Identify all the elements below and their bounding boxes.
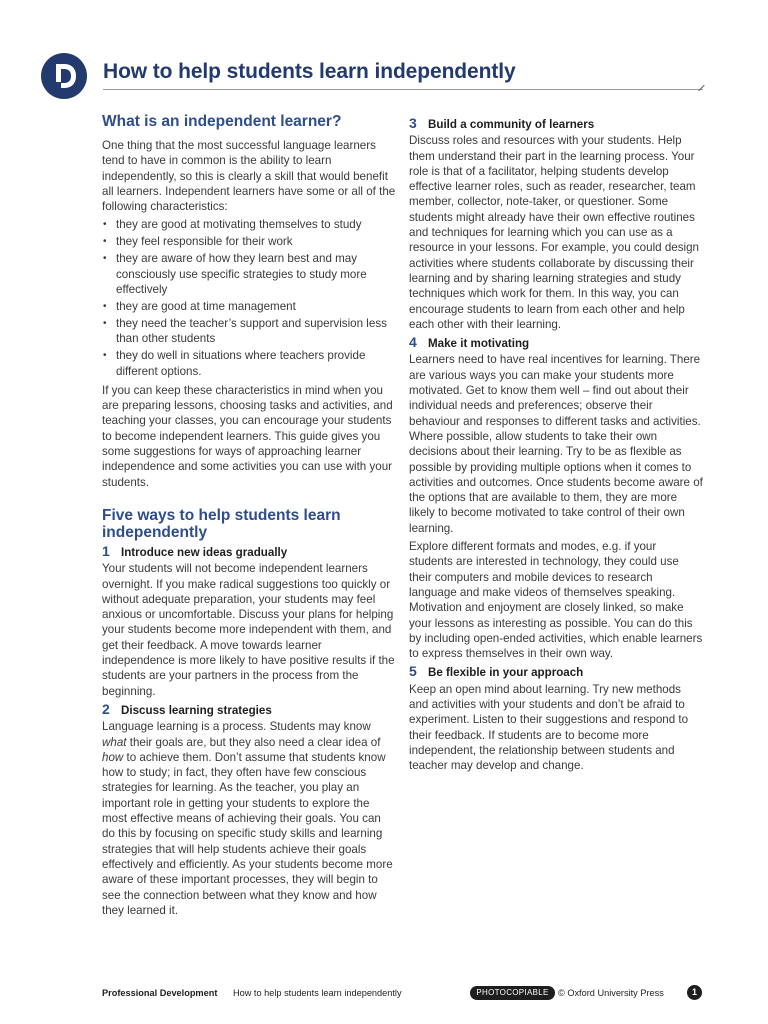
copyright-text: © Oxford University Press (558, 988, 664, 998)
subsection-title: Discuss learning strategies (121, 703, 272, 717)
emphasis-what: what (102, 735, 127, 749)
subsection-body-2: Language learning is a process. Students may know what their goals are, but they also need a clear idea of how to achieve them. Don’t assume that students know how to study; in fact, they often have few conscious strategies for learning. As the teacher, you play an important role in getting your students to explore the most effective means of achieving their goals. You can do this by focusing on specific study skills and learning strategies that will help students achieve their goals effectively and efficiently. As your students become more aware of these important processes, they will begin to see the connection between what they know and how they learned it. (102, 720, 393, 917)
section-heading-five-ways: Five ways to help students learn independently (102, 506, 341, 542)
subsection-heading-5 (409, 664, 703, 680)
characteristics-followup-paragraph: If you can keep these characteristics in mind when you are preparing lessons, choosing tasks and activities, and teaching your classes, you can encourage your students to become independent learners. This guide gives you some suggestions for ways of approaching learner independence and some activities you can use with your students. (102, 383, 393, 489)
subsection-heading-1 (102, 544, 396, 560)
list-item: • they feel responsible for their work (102, 234, 396, 249)
subsection-title: Be flexible in your approach (428, 666, 584, 680)
list-item: • they are good at motivating themselves to study (102, 217, 396, 232)
photocopiable-badge: PHOTOCOPIABLE (470, 986, 555, 1000)
subsection-body-1: Your students will not become independent learners overnight. If you make radical suggestions too quickly or without adequate preparation, your students may feel anxious or uncomfortable. Discuss your plans for helping your students become more independent with them, and get their feedback. A move towards learner independence is more likely to have positive results if the students are your partners in the process from the beginning. (102, 562, 395, 698)
subsection-number: 5 (409, 663, 417, 680)
subsection-body-4b: Explore different formats and modes, e.g. if your students are interested in technology, they could use their computers and mobile devices to research language and make videos of themselves speaking. Motivation and enjoyment are closely linked, so make your lessons as interesting as possible. You can do this by including open-ended activities, which enable learners to express themselves in their own way. (409, 540, 703, 661)
subsection-heading-3 (409, 116, 703, 132)
page-footer (102, 986, 702, 1000)
right-column (409, 116, 703, 776)
list-item: • they are aware of how they learn best and may consciously use specific strategies to study more effectively (102, 251, 396, 297)
subsection-heading-2 (102, 702, 396, 718)
subsection-body-3: Discuss roles and resources with your students. Help them understand their part in the learning process. Your role is that of a facilitator, helping students develop effective learner roles, such as reader, researcher, team member, collector, note-taker, or questioner. Some students might already have their own effective routines and techniques for learning which you can use as a resource in your lessons. For example, you could design activities where students collaborate by discussing their learning and by sharing learning strategies and study techniques which work for them. In this way, you can encourage students to learn from each other and help each other with their learning. (409, 134, 699, 331)
list-item: • they need the teacher’s support and supervision less than other students (102, 316, 396, 347)
list-item: • they are good at time management (102, 299, 396, 314)
subsection-heading-4 (409, 335, 703, 351)
subsection-title: Build a community of learners (428, 118, 595, 131)
emphasis-how: how (102, 750, 124, 764)
oxford-d-logo-icon (41, 53, 87, 99)
subsection-body-4a: Learners need to have real incentives for learning. There are various ways you can make your students more motivated. Get to know them well – find out about their individual needs and preferences; observe their behaviour and responses to different tasks and activities. Where possible, allow students to take their own decisions about their learning. Try to be as flexible as possible by providing multiple options when it comes to activities and outcomes. Once students become aware of the options that are available to them, they are more likely to become motivated to take control of their own learning. (409, 353, 703, 535)
subsection-number: 1 (102, 542, 110, 559)
footer-series-label: Professional Development (102, 988, 218, 998)
subsection-number: 3 (409, 115, 417, 131)
list-item: • they do well in situations where teachers provide different options. (102, 348, 396, 379)
subsection-title: Introduce new ideas gradually (121, 545, 288, 559)
footer-title: How to help students learn independently (233, 988, 402, 998)
divider-tick (698, 85, 704, 91)
left-column (102, 113, 396, 921)
subsection-body-5: Keep an open mind about learning. Try new methods and activities with your students and don’t be afraid to experiment. Listen to their suggestions and respond to their feedback. If students are to become more independent, the relationship between students and teacher may develop and change. (409, 682, 689, 773)
intro-paragraph: One thing that the most successful language learners tend to have in common is the ability to learn independently, so this is clearly a skill that would benefit all learners. Independent learners have some or all of the following characteristics: (102, 139, 396, 214)
page-number: 1 (687, 985, 702, 1000)
page-title: How to help students learn independently (103, 60, 516, 83)
section-heading-independent-learner: What is an independent learner? (102, 113, 342, 130)
subsection-number: 2 (102, 700, 110, 717)
subsection-number: 4 (409, 334, 417, 351)
subsection-title: Make it motivating (428, 337, 530, 351)
characteristics-list (102, 217, 396, 378)
title-divider (103, 89, 703, 90)
